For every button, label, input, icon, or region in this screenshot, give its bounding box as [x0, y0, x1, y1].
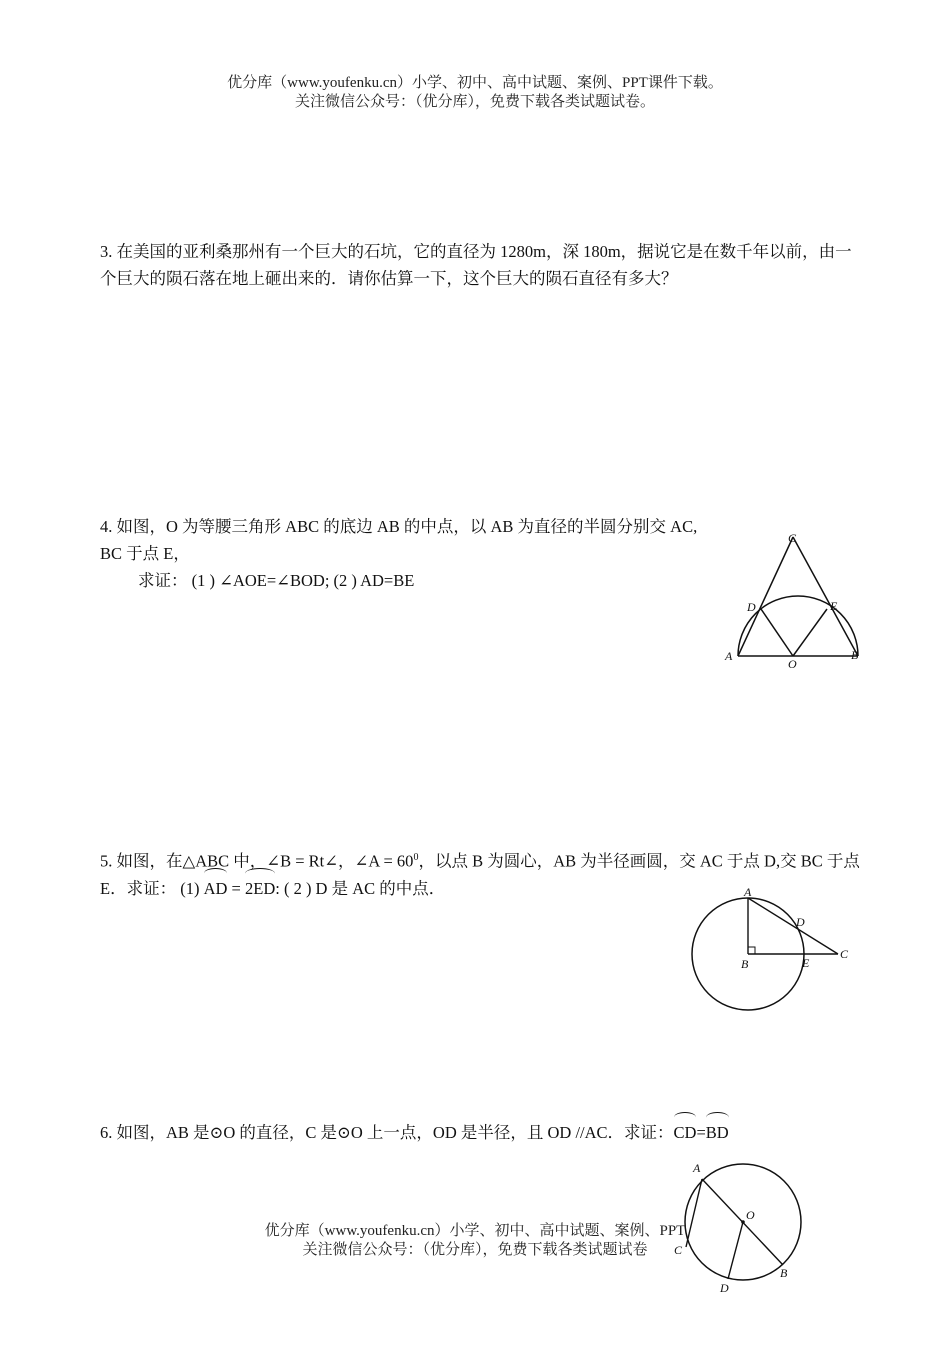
question-5-superscript: 0 — [413, 852, 419, 863]
fig5-label-a: A — [744, 885, 752, 899]
question-6 — [100, 1119, 860, 1146]
fig4-label-b: B — [851, 648, 859, 662]
fig4-label-c: C — [788, 531, 797, 545]
fig6-label-o: O — [746, 1208, 755, 1222]
fig5-label-e: E — [802, 956, 810, 970]
fig5-label-d: D — [796, 915, 805, 929]
question-5-text-c: : ( 2 ) D 是 AC 的中点． — [275, 878, 446, 898]
header-line-2: 关注微信公众号：（优分库），免费下载各类试题试卷。 — [294, 94, 655, 110]
question-3 — [100, 238, 855, 292]
question-6-text: 6. 如图，AB 是⊙O 的直径，C 是⊙O 上一点，OD 是半径，且 OD //AC．求证： — [100, 1123, 674, 1142]
fig4-label-o: O — [788, 657, 797, 671]
question-3-text: 3. 在美国的亚利桑那州有一个巨大的石坑，它的直径为 1280m，深 180m，据说它是在数千年以前，由一个巨大的陨石落在地上砸出来的．请你估算一下，这个巨大的陨石直径有多大？ — [100, 242, 852, 288]
fig5-label-c: C — [840, 947, 849, 961]
question-5-arc-ad: AD — [204, 875, 228, 902]
question-6-equals: = — [696, 1123, 706, 1142]
question-5-arc-2ed: 2ED — [245, 875, 275, 902]
fig6-label-d: D — [720, 1281, 729, 1295]
question-4-proof: 求证： (1 ) ∠AOE=∠BOD; (2 ) AD=BE — [138, 571, 415, 590]
header-line-1: 优分库（www.youfenku.cn）小学、初中、高中试题、案例、PPT课件下载。 — [227, 75, 723, 91]
question-5-text-b: ，以点 B 为圆心，AB 为半径画圆，交 AC 于点 D,交 BC 于点 E．求证： (1) — [100, 851, 860, 898]
page-footer — [0, 1222, 950, 1260]
fig4-label-a: A — [725, 649, 733, 663]
fig4-label-e: E — [830, 599, 838, 613]
question-6-arc-cd: CD — [674, 1119, 697, 1146]
question-4 — [100, 513, 710, 594]
figure-4-semicircle-triangle — [720, 525, 870, 675]
question-4-text: 4. 如图，O 为等腰三角形 ABC 的底边 AB 的中点，以 AB 为直径的半圆分别交 AC, BC 于点 E， — [100, 517, 698, 563]
footer-line-1: 优分库（www.youfenku.cn）小学、初中、高中试题、案例、PPT — [264, 1223, 686, 1239]
fig5-label-b: B — [741, 957, 749, 971]
fig6-label-b: B — [780, 1266, 788, 1280]
fig6-label-c: C — [674, 1243, 683, 1257]
page-header — [0, 74, 950, 112]
fig4-label-d: D — [747, 600, 756, 614]
question-5-equals: = — [227, 878, 245, 898]
figure-5-circle-triangle — [690, 885, 860, 1015]
fig6-label-a: A — [693, 1161, 701, 1175]
question-6-arc-bd: BD — [706, 1119, 729, 1146]
footer-line-2: 关注微信公众号：（优分库），免费下载各类试题试卷 — [302, 1242, 648, 1258]
question-5-text-a: 5. 如图，在△ABC 中，∠B = Rt∠，∠A = 60 — [100, 851, 414, 871]
